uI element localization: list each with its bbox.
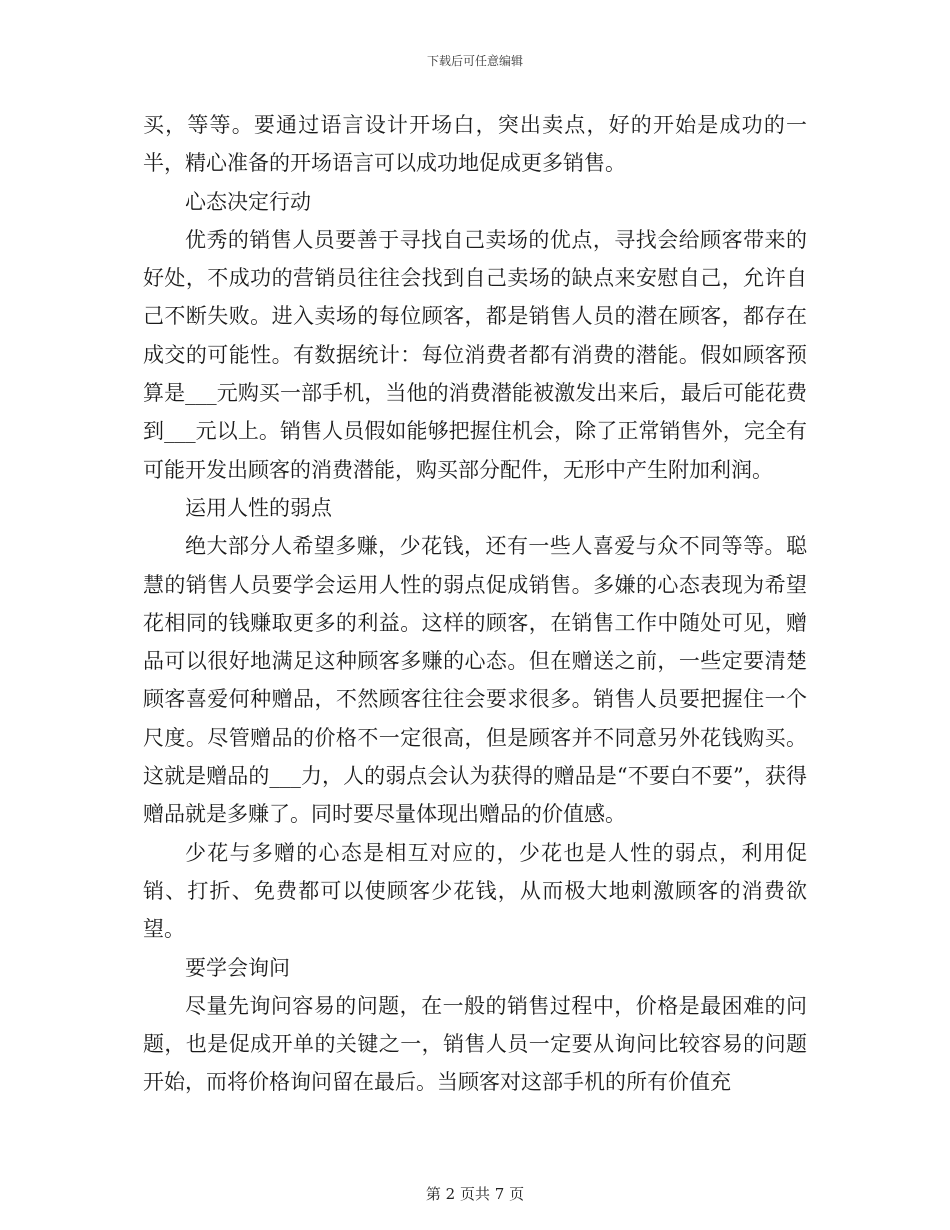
page-header: 下载后可任意编辑	[426, 54, 523, 68]
paragraph: 绝大部分人希望多赚，少花钱，还有一些人喜爱与众不同等等。聪慧的销售人员要学会运用人性的弱点促成销售。多嫌的心态表现为希望花相同的钱赚取更多的利益。这样的顾客，在销售工作中随处可见，赠品可以很好地满足这种顾客多赚的心态。但在赠送之前，一些定要清楚顾客喜爱何种赠品，不然顾客往往会要求很多。销售人员要把握住一个尺度。尽管赠品的价格不一定很高，但是顾客并不同意另外花钱购买。这就是赠品的___力，人的弱点会认为获得的赠品是“不要白不要”，获得赠品就是多赚了。同时要尽量体现出赠品的价值感。	[143, 534, 807, 827]
paragraph: 尽量先询问容易的问题，在一般的销售过程中，价格是最困难的问题，也是促成开单的关键之一，销售人员一定要从询问比较容易的问题开始，而将价格询问留在最后。当顾客对这部手机的所有价值充	[143, 993, 807, 1095]
page-footer: 第 2 页共 7 页	[425, 1185, 525, 1203]
section-heading: 运用人性的弱点	[185, 495, 332, 520]
section-heading: 要学会询问	[185, 955, 290, 980]
paragraph: 买，等等。要通过语言设计开场白，突出卖点，好的开始是成功的一半，精心准备的开场语言可以成功地促成更多销售。	[143, 113, 807, 176]
document-body	[143, 106, 807, 1102]
paragraph: 优秀的销售人员要善于寻找自己卖场的优点，寻找会给顾客带来的好处，不成功的营销员往往会找到自己卖场的缺点来安慰自己，允许自己不断失败。进入卖场的每位顾客，都是销售人员的潜在顾客，都存在成交的可能性。有数据统计：每位消费者都有消费的潜能。假如顾客预算是___元购买一部手机，当他的消费潜能被激发出来后，最后可能花费到___元以上。销售人员假如能够把握住机会，除了正常销售外，完全有可能开发出顾客的消费潜能，购买部分配件，无形中产生附加利润。	[143, 227, 807, 482]
paragraph: 少花与多赠的心态是相互对应的，少花也是人性的弱点，利用促销、打折、免费都可以使顾客少花钱，从而极大地刺激顾客的消费欲望。	[143, 840, 807, 942]
section-heading: 心态决定行动	[185, 189, 311, 214]
